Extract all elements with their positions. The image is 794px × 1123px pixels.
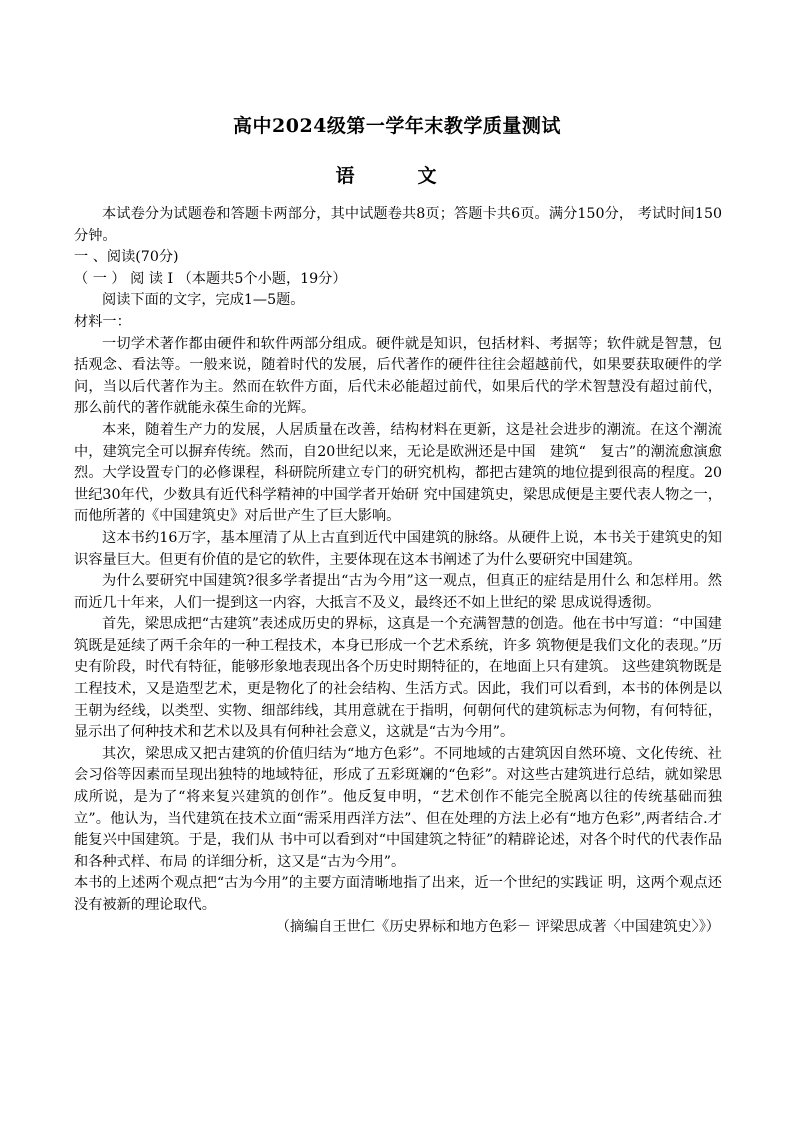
paragraph: 为什么要研究中国建筑?很多学者提出“古为今用”这一观点，但真正的症结是用什么 和怎样用。然而近几十年来，人们一提到这一内容，大抵言不及义，最终还不如上世纪的梁 思成说得透彻。 — [74, 573, 722, 611]
subject-title: 语 文 — [335, 165, 459, 187]
paragraph: 这本书约16万字，基本厘清了从上古直到近代中国建筑的脉络。从硬件上说，本书关于建筑史的知识容量巨大。但更有价值的是它的软件，主要体现在这本书阐述了为什么要研究中国建筑。 — [74, 529, 722, 568]
document-body — [74, 204, 722, 938]
paragraph: 其次，梁思成又把古建筑的价值归结为“地方色彩”。不同地域的古建筑因自然环境、文化传统、社会习俗等因素而呈现出独特的地域特征，形成了五彩斑斓的“色彩”。对这些古建筑进行总结，就如梁思成所说，是为了“将来复兴建筑的创作”。他反复申明，“艺术创作不能完全脱离以往的传统基础而独立”。他认为，当代建筑在技术立面“需采用西洋方法”、但在处理的方法上必有“地方色彩”,两者结合.才能复兴中国建筑。于是，我们从 书中可以看到对“中国建筑之特征”的精辟论述，对各个时代的代表作品和各种式样、布局 的详细分析，这又是“古为今用”。 — [74, 745, 722, 870]
paragraph: 首先，梁思成把“古建筑”表述成历史的界标，这真是一个充满智慧的创造。他在书中写道：“中国建筑既是延续了两千余年的一种工程技术，本身已形成一个艺术系统，许多 筑物便是我们文化的表现。”历史有阶段，时代有特征，能够形象地表现出各个历史时期特征的，在地面上只有建筑。 这些建筑物既是工程技术，又是造型艺术，更是物化了的社会结构、生活方式。因此，我们可以看到，本书的体例是以王朝为经线，以类型、实物、细部纬线，其用意就在于指明，何朝何代的建筑标志为何物，有何特征，显示出了何种技术和艺术以及具有何种社会意义，这就是“古为今用”。 — [74, 616, 722, 741]
exam-instructions: 本试卷分为试题卷和答题卡两部分，其中试题卷共8页；答题卡共6页。满分150分， 考试时间150分钟。 — [74, 206, 722, 244]
material-label: 材料一： — [74, 313, 131, 330]
paragraph: 一切学术著作都由硬件和软件两部分组成。硬件就是知识，包括材料、考据等；软件就是智慧，包括观念、看法等。一般来说，随着时代的发展，后代著作的硬件往往会超越前代，如果要获取硬件的学问，当以后代著作为主。然而在软件方面，后代未必能超过前代，如果后代的学术智慧没有超过前代，那么前代的著作就能永葆生命的光辉。 — [74, 335, 722, 417]
paragraph: 本来，随着生产力的发展，人居质量在改善，结构材料在更新，这是社会进步的潮流。在这个潮流中，建筑完全可以摒弃传统。然而，自20世纪以来，无论是欧洲还是中国 建筑“ 复古”的潮流愈演愈烈。大学设置专门的必修课程，科研院所建立专门的研究机构，都把古建筑的地位提到很高的程度。20世纪30年代，少数具有近代科学精神的中国学者开始研 究中国建筑史，梁思成便是主要代表人物之一，而他所著的《中国建筑史》对后世产生了巨大影响。 — [74, 421, 722, 525]
subsection-heading: （ 一 ） 阅 读 I （本题共5个小题，19分） — [74, 270, 347, 287]
closing-paragraph: 本书的上述两个观点把“古为今用”的主要方面清晰地指了出来，近一个世纪的实践证 明，这两个观点还没有被新的理论取代。 — [74, 875, 722, 913]
reading-instruction: 阅读下面的文字，完成1—5题。 — [102, 292, 305, 309]
page-title: 高中2024级第一学年末教学质量测试 — [233, 115, 561, 137]
source-citation: （摘编自王世仁《历史界标和地方色彩－ 评梁思成著〈中国建筑史〉》） — [275, 918, 720, 935]
section-heading: 一 、阅读(70分) — [74, 249, 179, 266]
